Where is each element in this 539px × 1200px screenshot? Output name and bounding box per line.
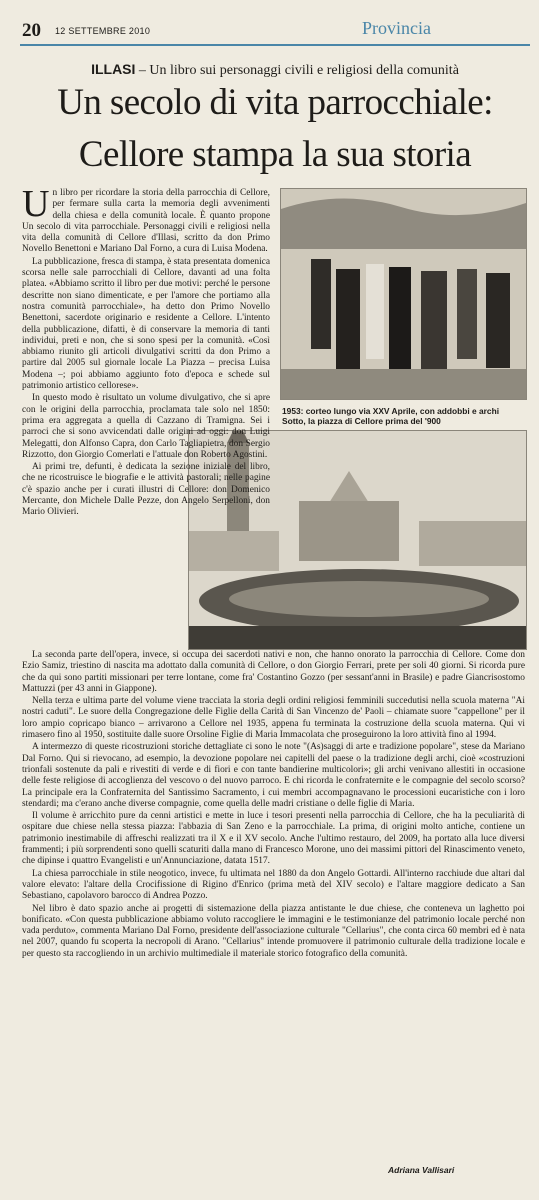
kicker-text: – Un libro sui personaggi civili e religiosi della comunità xyxy=(135,63,459,78)
paragraph: La chiesa parrocchiale in stile neogotico, invece, fu ultimata nel 1880 da don Angelo Gottardi. All'interno racchiude due altari dal valore elevato: l'altare della Crocifissione di Rigino d'Enrico (prima metà del XIV secolo) e l'altare maggiore dedicato a San Sebastiano, capolavoro barocco di Andrea Pozzo. xyxy=(22,868,525,902)
paragraph: Il volume è arricchito pure da cenni artistici e mette in luce i tesori presenti nella parrocchia di Cellore, che ha la peculiarità di ospitare due chiese nella stessa piazza: l'abbazia di San Zeno e la parrocchiale. La prima, di origini molto antiche, contiene un patrimonio inestimabile di affreschi realizzati tra il X e il XV secolo. Anche l'ultimo restauro, del 2009, ha portato alla luce diversi frammenti; i più sorprendenti sono quelli scaturiti dalla mano di Francesco Morone, uno dei massimi pittori del Rinascimento veneto, che dipinse i quattro Evangelisti e un'Annunciazione, datata 1517. xyxy=(22,811,525,867)
article-text xyxy=(22,183,270,520)
headline-line-1: Un secolo di vita parrocchiale: xyxy=(57,82,493,123)
paragraph: La pubblicazione, fresca di stampa, è stata presentata domenica scorsa nelle sale parrocchiali di Cellore, davanti ad una folta platea. «Abbiamo scritto il libro per due motivi: perché le persone descritte non siano dimenticate, e per l'amore che portiamo alla nostra comunità parrocchiale», ha detto don Primo Novello Benettoni, sacerdote originario e residente a Cellore. L'intento della pubblicazione, difatti, è di conservare la memoria di tanti individui, preti e non, che si sono spesi per la comunità. «Così abbiamo riunito gli articoli divulgativi scritti da don Primo a partire dal 2005 sul giornale locale La Piazza – precisa Luisa Modena –; poi abbiamo aggiunto foto d'epoca e schede sul patrimonio artistico cellorese». xyxy=(22,256,270,392)
page-number: 20 xyxy=(22,20,41,41)
paragraph: Nel libro è dato spazio anche ai progetti di sistemazione della piazza antistante le due chiese, che conteneva un laghetto poi bonificato. «Con questa pubblicazione abbiamo voluto raccogliere le immagini e le testimonianze del patrimonio locale perché non vada perduto», commenta Mariano Dal Forno, presidente dell'associazione culturale "Cellarius", che conta circa 60 membri ed è nata nel 2007, quando fu scoperta la necropoli di Arano. "Cellarius" intende promuovere il patrimonio culturale della tradizione locale e per questo sta raccogliendo in un archivio multimediale il materiale storico fotografico della comunità. xyxy=(22,903,525,959)
caption-line-2: Sotto, la piazza di Cellore prima del '900 xyxy=(282,416,441,426)
caption-line-1: 1953: corteo lungo via XXV Aprile, con addobbi e archi xyxy=(282,406,500,416)
article-text-lower xyxy=(22,650,525,961)
drop-cap: U xyxy=(22,183,50,225)
kicker xyxy=(20,61,530,79)
issue-date: 12 SETTEMBRE 2010 xyxy=(55,26,151,36)
photo-caption xyxy=(282,406,527,426)
kicker-place: ILLASI xyxy=(91,61,136,77)
paragraph: Un libro per ricordare la storia della parrocchia di Cellore, per fermare sulla carta la memoria degli avvenimenti della chiesa e della comunità locale. È quanto propone Un secolo di vita parrocchiale. Personaggi civili e religiosi nella vita della comunità di Cellore d'Illasi, scritto da don Primo Novello Benettoni e Mariano Dal Forno, a cura di Luisa Modena. xyxy=(22,183,270,255)
procession-photo xyxy=(280,188,527,400)
byline: Adriana Vallisari xyxy=(388,1165,455,1175)
paragraph: Ai primi tre, defunti, è dedicata la sezione iniziale del libro, che ne ricostruisce le biografie e le attività pastorali; nelle pagine c'è spazio anche per i curati illustri di Cellore: don Domenico Mercante, don Michele Dalle Pezze, don Angelo Serpelloni, don Mario Olivieri. xyxy=(22,462,270,518)
paragraph: La seconda parte dell'opera, invece, si occupa dei sacerdoti nativi e non, che hanno onorato la parrocchia di Cellore. Come don Ezio Samiz, triestino di nascita ma adottato dalla comunità di Cellore, o don Giorgio Ferrari, prete per soli 40 giorni. Si ricorda pure che da qui sono partiti missionari per terre lontane, come fra' Costantino Gozzo (per sessant'anni in Brasile) e padre Giancrisostomo Mattuzzi (per 43 anni in Giappone). xyxy=(22,650,525,694)
header-rule xyxy=(20,44,530,46)
section-title: Provincia xyxy=(362,18,431,38)
paragraph: In questo modo è risultato un volume divulgativo, che si apre con le origini della parrocchia, proclamata tale solo nel 1850: prima era aggregata a quella di Cazzano di Tramigna. Sei i parroci che si sono avvicendati dalle origini ad oggi: don Luigi Melegatti, don Alfonso Capra, don Carlo Tagliapietra, don Sergio Rizzotto, don Giorgio Comerlati e l'attuale don Roberto Agostini. xyxy=(22,393,270,460)
paragraph: A intermezzo di queste ricostruzioni storiche dettagliate ci sono le note "(As)saggi di arte e tradizione popolare", stese da Mariano Dal Forno. Qui si rievocano, ad esempio, la devozione popolare nei capitelli del paese o la tradizione degli archi, cioè «costruzioni trionfali sostenute da pali e rivestiti di verde e di fiori e con tante bandierine multicolori»; gli archi venivano allestiti in occasione delle feste religiose di accoglienza del vescovo o del nuovo parroco. E chi ricorda le confraternite e le compagnie del secolo scorso? La principale era la Confraternita del Santissimo Sacramento, i cui membri accompagnavano le processioni eucaristiche con i loro stendardi; ma c'erano anche diverse compagnie, come quella delle madri cristiane o delle figlie di Maria. xyxy=(22,742,525,809)
paragraph: Nella terza e ultima parte del volume viene tracciata la storia degli ordini religiosi femminili succedutisi nella scuola materna "Ai nostri caduti". Le suore della Congregazione delle Figlie della Carità di San Vincenzo de' Paoli – chiamate suore "cappellone" per il loro ampio copricapo bianco – arrivarono a Cellore nel 1935, appena fu terminata la costruzione della scuola materna. Qui vi rimasero fino al 1950, sostituite dalle suore Orsoline Figlie di Maria Immacolata che proseguirono la loro attività fino al 1994. xyxy=(22,696,525,741)
headline-line-2: Cellore stampa la sua storia xyxy=(78,134,472,175)
